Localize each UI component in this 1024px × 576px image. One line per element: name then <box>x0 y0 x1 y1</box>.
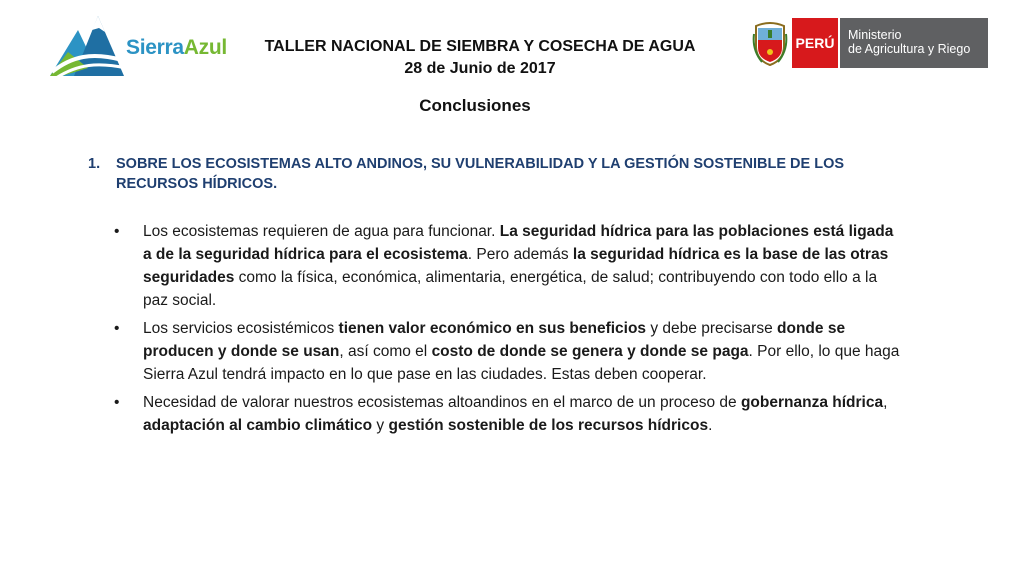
bullet-text: Los servicios ecosistémicos tienen valor económico en sus beneficios y debe precisarse donde se producen y donde se usan, así como el costo de donde se genera y donde se paga. Por ello, lo que haga Sierra Azul tendrá impacto en lo que pase en las ciudades. Estas deben cooperar. <box>143 320 900 383</box>
event-title: TALLER NACIONAL DE SIEMBRA Y COSECHA DE AGUA <box>264 38 696 55</box>
conclusions-list <box>114 220 904 442</box>
bullet-icon: • <box>114 394 120 411</box>
brand-name: SierraAzul <box>126 36 227 59</box>
peru-label: PERÚ <box>792 18 838 68</box>
ministry-logo <box>752 18 988 70</box>
list-item <box>114 391 904 437</box>
event-date: 28 de Junio de 2017 <box>404 60 556 77</box>
bullet-icon: • <box>114 320 120 337</box>
ministry-label: Ministerio de Agricultura y Riego <box>840 18 988 68</box>
coat-of-arms-icon <box>752 20 788 66</box>
bullet-text: Los ecosistemas requieren de agua para funcionar. La seguridad hídrica para las poblaciones está ligada a de la seguridad hídrica para el ecosistema. Pero además la seguridad hídrica es la base de las otras seguridades como la física, económica, alimentaria, energética, de salud; contribuyendo con todo ello a la paz social. <box>143 223 894 309</box>
topic-number: 1. <box>88 156 101 172</box>
bullet-icon: • <box>114 223 120 240</box>
topic-text: SOBRE LOS ECOSISTEMAS ALTO ANDINOS, SU VULNERABILIDAD Y LA GESTIÓN SOSTENIBLE DE LOS RECURSOS HÍDRICOS. <box>116 156 845 192</box>
mountain-logo-icon <box>48 12 128 80</box>
list-item <box>114 317 904 386</box>
header-title <box>230 36 730 80</box>
list-item <box>114 220 904 312</box>
section-title: Conclusiones <box>419 96 531 115</box>
sierra-azul-logo <box>48 12 228 82</box>
bullet-text: Necesidad de valorar nuestros ecosistemas altoandinos en el marco de un proceso de gobernanza hídrica, adaptación al cambio climático y gestión sostenible de los recursos hídricos. <box>143 394 888 434</box>
topic-heading <box>88 154 888 194</box>
